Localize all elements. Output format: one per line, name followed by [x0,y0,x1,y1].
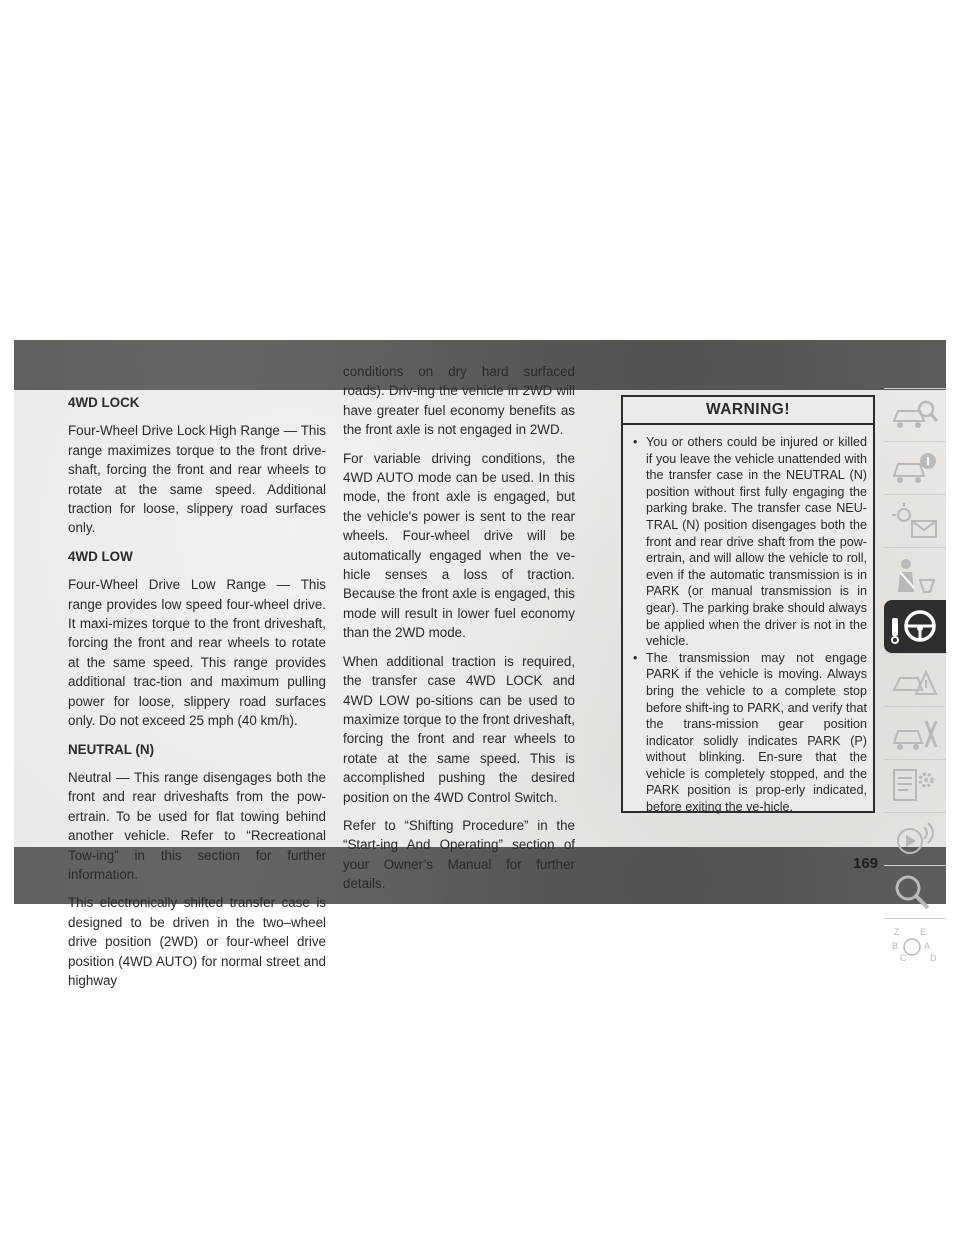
paragraph-additional-traction: When additional traction is required, the transfer case 4WD LOCK and 4WD LOW po-sitions can be used to maximize torque to the front driveshaft, forcing the front and rear wheels to rotate at the same speed. This is accomplished pushing the desired position on the 4WD Control Switch. [343,653,575,805]
tab-technical-specifications[interactable] [884,759,946,812]
page-number: 169 [853,855,879,872]
paragraph-refer: Refer to “Shifting Procedure” in the “Start-ing And Operating” section of your Owner’s Manual for further details. [343,817,575,892]
safety-seat-icon [890,554,940,594]
paragraph-4wd-low: Four-Wheel Drive Low Range — This range provides low speed four-wheel drive. It maxi-mizes torque to the front driveshaft, forcing the front and rear wheels to rotate at the same speed. This range provides additional trac-tion and maximum pulling power for loose, slippery road surfaces only. Do not exceed 25 mph (40 km/h). [68,577,326,729]
specifications-gear-icon [890,766,940,806]
bullet-icon: • [633,435,638,449]
search-magnifier-icon [890,872,940,912]
heading-4wd-lock: 4WD LOCK [68,395,140,410]
heading-4wd-low: 4WD LOW [68,548,133,564]
heading-neutral: NEUTRAL (N) [68,741,155,757]
tab-servicing-maintenance[interactable] [884,706,946,759]
index-letter: B [892,941,899,951]
tab-safety[interactable] [884,547,946,600]
warning-item-text: You or others could be injured or killed if you leave the vehicle unattended with the transfer case in the NEUTRAL (N) position without first fully engaging the parking brake. The transfer case NEU-TRAL (N) position disengages both the front and rear drive shaft from the pow-ertrain, and will allow the vehicle to roll, even if the automatic transmission is in PARK (or manual transmission is in gear). The parking brake should always be applied when the driver is not in the vehicle. [646,435,867,649]
warning-list [623,425,873,816]
warning-item [633,650,867,816]
tab-in-case-of-emergency[interactable] [884,653,946,706]
warning-title: WARNING! [623,397,873,425]
tab-index[interactable] [884,918,946,971]
bullet-icon: • [633,650,638,665]
paragraph-electronic-shift: This electronically shifted transfer case is designed to be driven in the two–wheel drive position (2WD) or four-wheel drive position (4WD AUTO) for normal street and highway [68,895,326,988]
tab-index-search[interactable] [884,865,946,918]
left-column [68,393,326,999]
multimedia-icon [890,819,940,859]
index-letter: Z [894,927,900,937]
warning-box [621,395,875,813]
warning-lights-mail-icon [890,501,940,541]
tab-instrument-panel[interactable] [884,441,946,494]
tab-getting-to-know-vehicle[interactable] [884,388,946,441]
tab-warning-lights[interactable] [884,494,946,547]
index-letter: E [920,927,927,937]
index-alphabet-icon [890,925,940,965]
warning-item [633,434,867,650]
middle-column [343,362,575,903]
key-steering-wheel-icon [890,606,940,646]
index-letter: C [900,953,907,963]
chapter-tabs [884,388,946,971]
paragraph-4wd-lock: Four-Wheel Drive Lock High Range — This range maximizes torque to the front drive-shaft, forcing the front and rear wheels to rotate at the same speed. Additional traction for loose, slippery road surfaces only. [68,423,326,536]
warning-item-text: The transmission may not engage PARK if the vehicle is moving. Always bring the vehicle to a complete stop before shift-ing to PARK, and verify that the trans-mission gear position indicator solidly indicates PARK (P) without blinking. En-sure that the vehicle is completely stopped, and the PARK position is prop-erly indicated, before exiting the ve-hicle. [646,650,867,815]
car-search-icon [890,395,940,435]
paragraph-4wd-auto: For variable driving conditions, the 4WD AUTO mode can be used. In this mode, the front axle is engaged, but the vehicle's power is sent to the rear wheels. Four-wheel drive will be automatically engaged when the ve-hicle senses a loss of traction. Because the front axle is engaged, this mode will result in lower fuel economy than the 2WD mode. [343,450,575,641]
tab-multimedia[interactable] [884,812,946,865]
index-letter: A [924,941,931,951]
roadside-warning-icon [890,660,940,700]
paragraph-neutral: Neutral — This range disengages both the front and rear driveshafts from the pow-ertrain. To be used for flat towing behind another vehicle. Refer to “Recreational Tow-ing” in this section for further information. [68,769,326,882]
paragraph-continued: conditions on dry hard surfaced roads). Driv-ing the vehicle in 2WD will have greater fuel economy benefits as the front axle is not engaged in 2WD. [343,364,575,438]
index-letter: D [930,953,937,963]
car-service-tools-icon [890,713,940,753]
car-info-icon [890,448,940,488]
tab-starting-operating[interactable] [884,600,946,653]
